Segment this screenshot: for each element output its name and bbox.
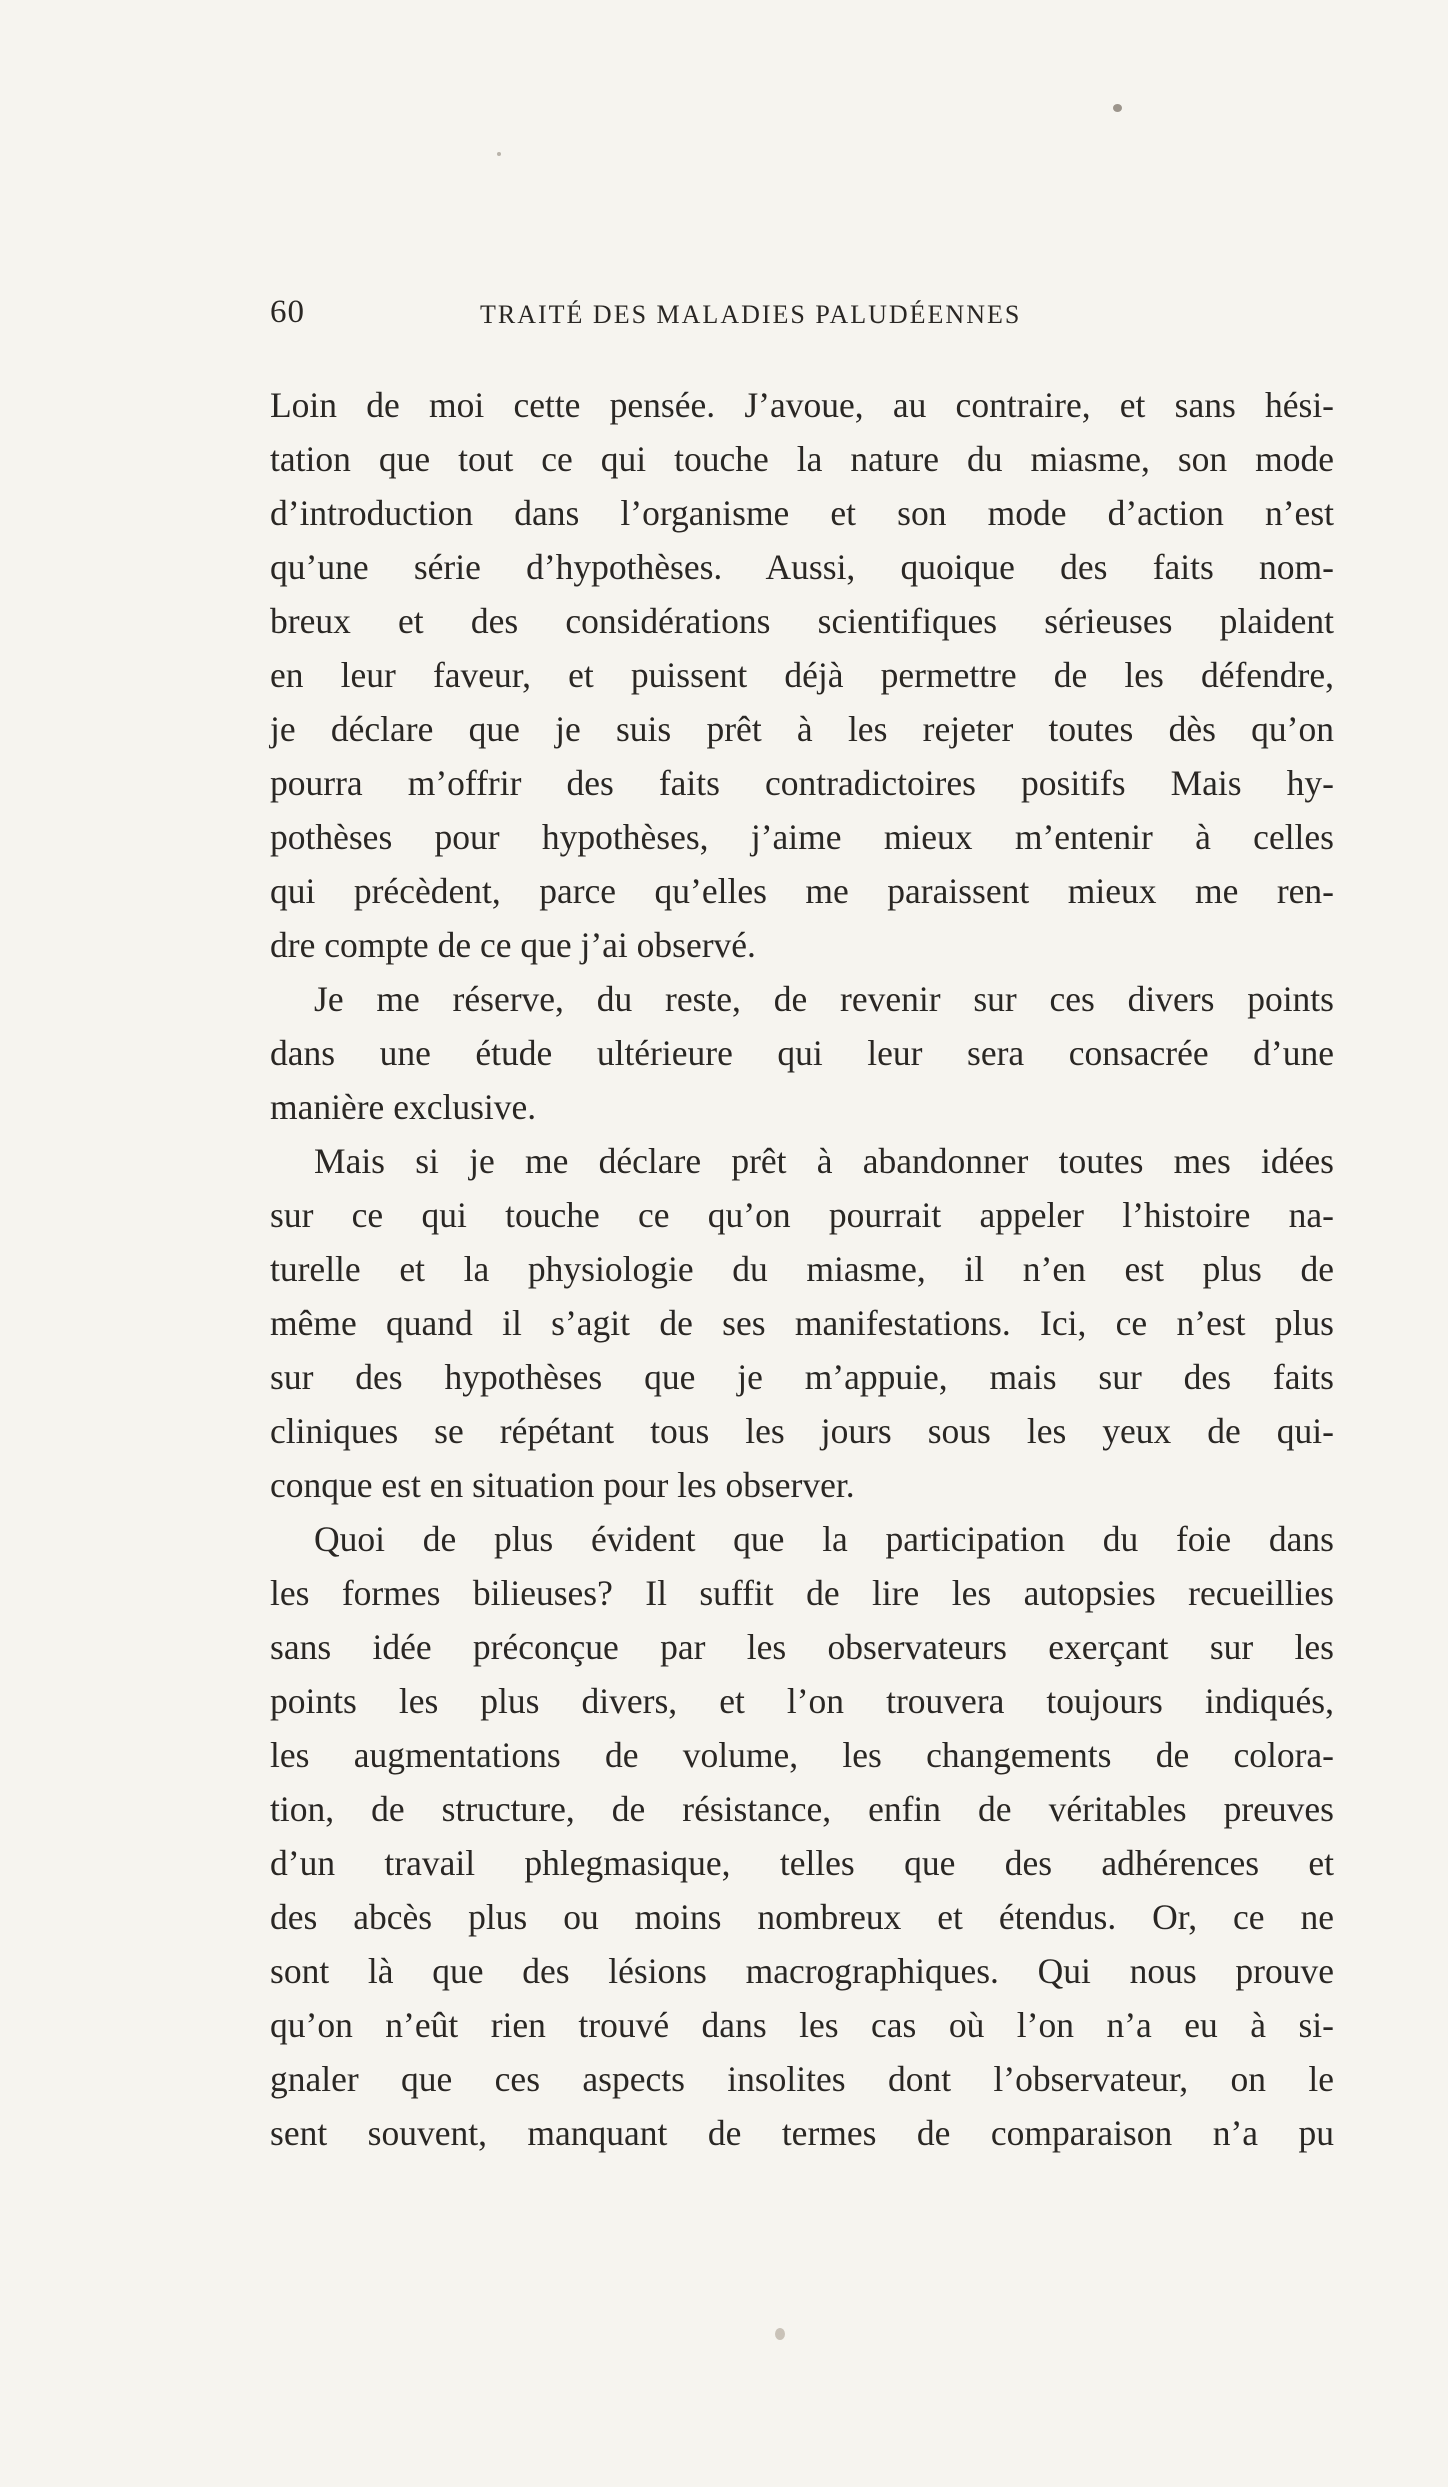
text-line: Quoi de plus évident que la participation du foie dans bbox=[314, 1519, 1334, 1559]
text-line: pothèses pour hypothèses, j’aime mieux m’entenir à celles bbox=[270, 817, 1334, 857]
text-line: les augmentations de volume, les changements de colora- bbox=[270, 1735, 1334, 1775]
text-line: sans idée préconçue par les observateurs exerçant sur les bbox=[270, 1627, 1334, 1667]
text-line: Je me réserve, du reste, de revenir sur ces divers points bbox=[314, 979, 1334, 1019]
text-line: qu’on n’eût rien trouvé dans les cas où l’on n’a eu à si- bbox=[270, 2005, 1334, 2045]
text-line: même quand il s’agit de ses manifestations. Ici, ce n’est plus bbox=[270, 1303, 1334, 1343]
text-line: sur des hypothèses que je m’appuie, mais sur des faits bbox=[270, 1357, 1334, 1397]
page-header bbox=[270, 294, 1340, 334]
text-line: en leur faveur, et puissent déjà permettre de les défendre, bbox=[270, 655, 1334, 695]
text-line: je déclare que je suis prêt à les rejeter toutes dès qu’on bbox=[270, 709, 1334, 749]
text-line: gnaler que ces aspects insolites dont l’observateur, on le bbox=[270, 2059, 1334, 2099]
text-line: d’un travail phlegmasique, telles que des adhérences et bbox=[270, 1843, 1334, 1883]
ink-speck bbox=[775, 2328, 785, 2340]
text-line: dans une étude ultérieure qui leur sera consacrée d’une bbox=[270, 1033, 1334, 1073]
text-line: sur ce qui touche ce qu’on pourrait appeler l’histoire na- bbox=[270, 1195, 1334, 1235]
text-line: Mais si je me déclare prêt à abandonner toutes mes idées bbox=[314, 1141, 1334, 1181]
text-line: turelle et la physiologie du miasme, il n’en est plus de bbox=[270, 1249, 1334, 1289]
text-line: qu’une série d’hypothèses. Aussi, quoique des faits nom- bbox=[270, 547, 1334, 587]
text-line: d’introduction dans l’organisme et son mode d’action n’est bbox=[270, 493, 1334, 533]
text-line: cliniques se répétant tous les jours sous les yeux de qui- bbox=[270, 1411, 1334, 1451]
text-line: breux et des considérations scientifiques sérieuses plaident bbox=[270, 601, 1334, 641]
text-line: manière exclusive. bbox=[270, 1087, 537, 1127]
text-line: points les plus divers, et l’on trouvera toujours indiqués, bbox=[270, 1681, 1334, 1721]
text-line: sont là que des lésions macrographiques. Qui nous prouve bbox=[270, 1951, 1334, 1991]
text-line: sent souvent, manquant de termes de comparaison n’a pu bbox=[270, 2113, 1334, 2153]
text-line: pourra m’offrir des faits contradictoires positifs Mais hy- bbox=[270, 763, 1334, 803]
ink-speck bbox=[1113, 104, 1122, 112]
running-head: TRAITÉ DES MALADIES PALUDÉENNES bbox=[480, 300, 1022, 329]
text-line: conque est en situation pour les observer. bbox=[270, 1465, 855, 1505]
text-line: des abcès plus ou moins nombreux et étendus. Or, ce ne bbox=[270, 1897, 1334, 1937]
text-line: dre compte de ce que j’ai observé. bbox=[270, 925, 756, 965]
text-line: tation que tout ce qui touche la nature du miasme, son mode bbox=[270, 439, 1334, 479]
text-line: les formes bilieuses? Il suffit de lire les autopsies recueillies bbox=[270, 1573, 1334, 1613]
ink-speck bbox=[497, 152, 501, 156]
page-number: 60 bbox=[270, 294, 305, 330]
body-text bbox=[270, 378, 1334, 2160]
text-line: Loin de moi cette pensée. J’avoue, au contraire, et sans hési- bbox=[270, 385, 1334, 425]
text-line: qui précèdent, parce qu’elles me paraissent mieux me ren- bbox=[270, 871, 1334, 911]
text-line: tion, de structure, de résistance, enfin de véritables preuves bbox=[270, 1789, 1334, 1829]
